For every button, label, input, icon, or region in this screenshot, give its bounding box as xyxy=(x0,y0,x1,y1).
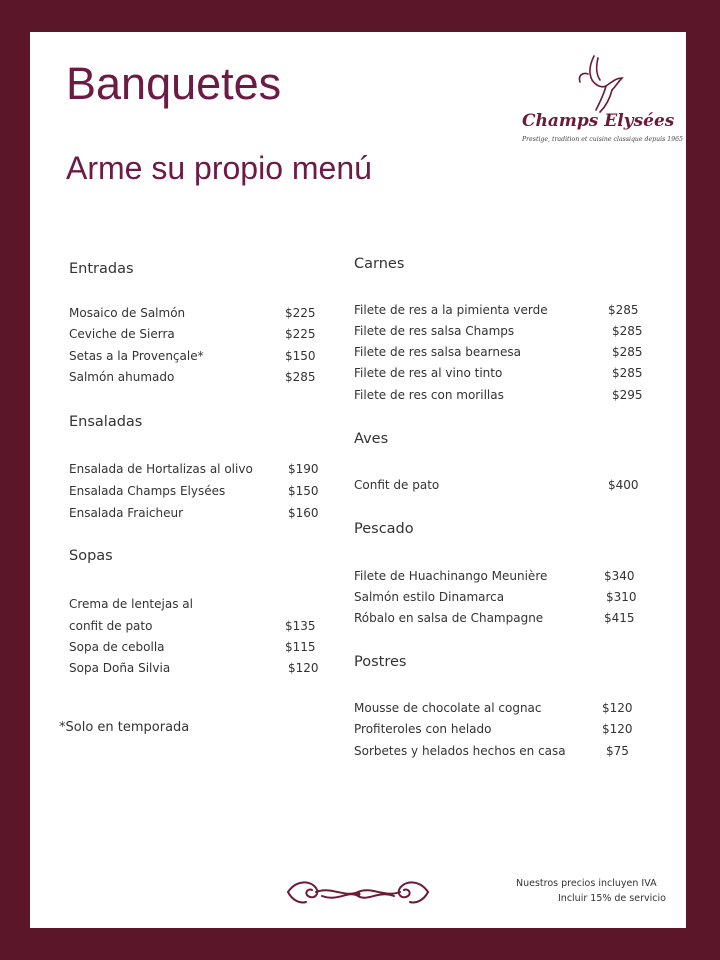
menu-item-price: $285 xyxy=(285,370,316,384)
menu-item-name: Ensalada de Hortalizas al olivo xyxy=(69,462,253,476)
seasonal-note: *Solo en temporada xyxy=(59,720,190,735)
menu-item-price: $225 xyxy=(285,306,316,320)
menu-page xyxy=(30,32,686,928)
menu-item-price: $120 xyxy=(602,701,633,715)
menu-item-price: $135 xyxy=(285,619,316,633)
menu-item-price: $150 xyxy=(288,484,319,498)
menu-item-price: $160 xyxy=(288,506,319,520)
menu-item-price: $295 xyxy=(612,388,643,402)
menu-item-price: $310 xyxy=(606,590,637,604)
menu-item-price: $75 xyxy=(606,744,629,758)
page-title: Banquetes xyxy=(66,58,282,109)
menu-item-name: Confit de pato xyxy=(354,478,440,492)
menu-item-price: $285 xyxy=(608,303,639,317)
footer-service-note: Incluir 15% de servicio xyxy=(558,893,666,904)
section-heading-pescado: Pescado xyxy=(354,521,414,537)
menu-item-price: $285 xyxy=(612,324,643,338)
menu-item-name: confit de pato xyxy=(69,619,153,633)
menu-item-name: Ensalada Fraicheur xyxy=(69,506,184,520)
logo-wordmark: Champs Elysées xyxy=(522,111,675,131)
menu-item-name: Salmón ahumado xyxy=(69,370,175,384)
menu-item-name: Salmón estilo Dinamarca xyxy=(354,590,505,604)
menu-item-name: Sopa de cebolla xyxy=(69,640,165,654)
menu-item-name: Ceviche de Sierra xyxy=(69,327,175,341)
menu-item-price: $120 xyxy=(602,722,633,736)
menu-item-name: Filete de Huachinango Meunière xyxy=(354,569,548,583)
page-subtitle: Arme su propio menú xyxy=(66,150,372,186)
menu-item-price: $120 xyxy=(288,661,319,675)
menu-item-price: $340 xyxy=(604,569,635,583)
footer-iva-note: Nuestros precios incluyen IVA xyxy=(516,878,657,889)
menu-item-name: Filete de res con morillas xyxy=(354,388,504,402)
menu-item-name: Sorbetes y helados hechos en casa xyxy=(354,744,566,758)
menu-item-name: Setas a la Provençale* xyxy=(69,349,204,363)
section-heading-aves: Aves xyxy=(354,431,389,447)
logo-tagline: Prestige, tradition et cuisine classique depuis 1965 xyxy=(522,136,683,143)
section-heading-sopas: Sopas xyxy=(69,548,113,564)
menu-item-name: Mosaico de Salmón xyxy=(69,306,186,320)
menu-item-name: Filete de res al vino tinto xyxy=(354,366,503,380)
menu-item-price: $190 xyxy=(288,462,319,476)
menu-item-price: $415 xyxy=(604,611,635,625)
menu-item-price: $115 xyxy=(285,640,316,654)
section-heading-ensaladas: Ensaladas xyxy=(69,414,143,430)
menu-item-price: $285 xyxy=(612,345,643,359)
menu-item-name: Ensalada Champs Elysées xyxy=(69,484,226,498)
menu-item-price: $400 xyxy=(608,478,639,492)
section-heading-postres: Postres xyxy=(354,654,407,670)
ornament-icon xyxy=(282,872,434,912)
menu-item-name: Mousse de chocolate al cognac xyxy=(354,701,542,715)
menu-item-name: Filete de res a la pimienta verde xyxy=(354,303,548,317)
menu-item-name: Filete de res salsa bearnesa xyxy=(354,345,521,359)
menu-item-name: Sopa Doña Silvia xyxy=(69,661,171,675)
menu-item-price: $285 xyxy=(612,366,643,380)
menu-item-name: Profiteroles con helado xyxy=(354,722,492,736)
section-heading-carnes: Carnes xyxy=(354,256,405,272)
menu-item-name: Filete de res salsa Champs xyxy=(354,324,515,338)
menu-item-price: $225 xyxy=(285,327,316,341)
menu-item-name: Crema de lentejas al xyxy=(69,597,193,611)
section-heading-entradas: Entradas xyxy=(69,261,134,277)
menu-item-name: Róbalo en salsa de Champagne xyxy=(354,611,544,625)
menu-item-price: $150 xyxy=(285,349,316,363)
